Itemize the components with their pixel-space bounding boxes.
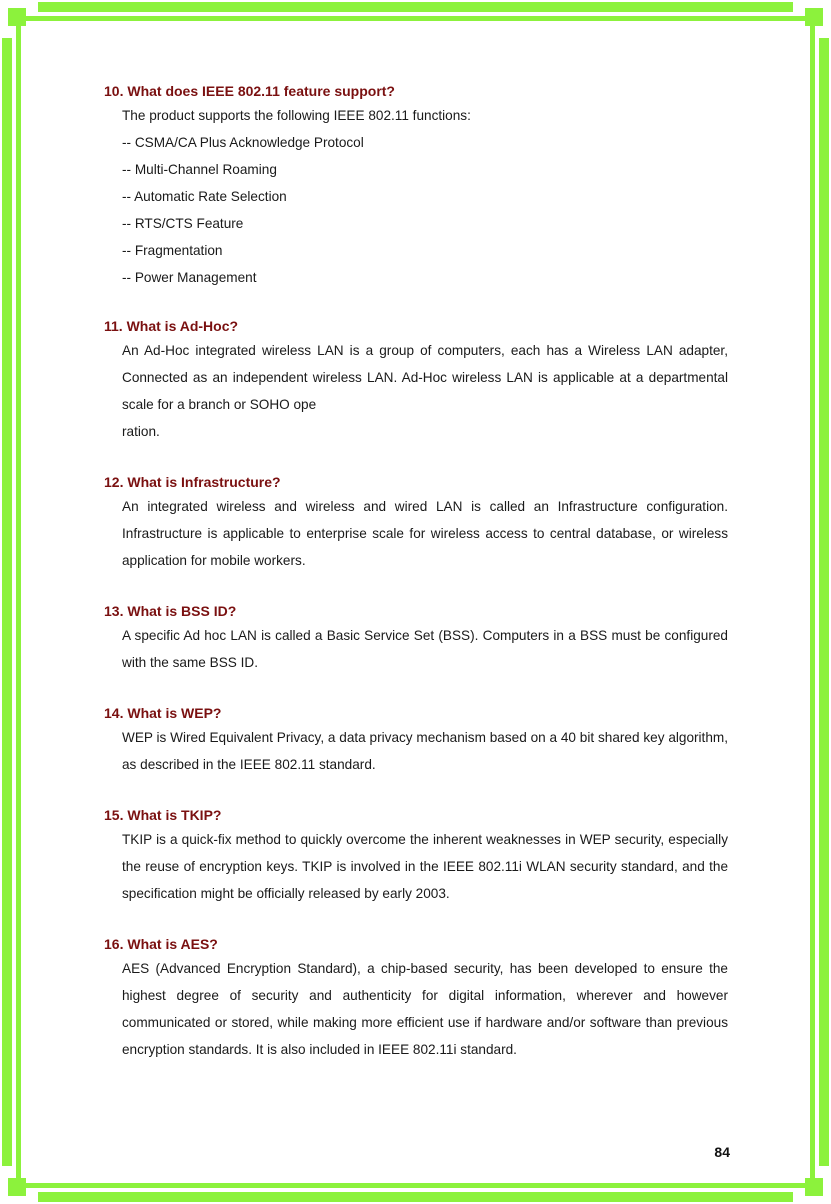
- frame-bottom-inner-bar: [20, 1183, 811, 1188]
- faq-question-title: 10. What does IEEE 802.11 feature support?: [104, 83, 395, 99]
- feature-item: -- Multi-Channel Roaming: [122, 162, 277, 177]
- faq-section-12: [104, 471, 728, 574]
- faq-question-title: 13. What is BSS ID?: [104, 603, 237, 619]
- feature-item: -- RTS/CTS Feature: [122, 216, 244, 231]
- answer-text: WEP is Wired Equivalent Privacy, a data privacy mechanism based on a 40 bit shared key algorithm, as described in the IEEE 802.11 standard.: [122, 730, 728, 772]
- faq-answer: [104, 724, 728, 778]
- answer-text: TKIP is a quick-fix method to quickly overcome the inherent weaknesses in WEP security, especially the reuse of encryption keys. TKIP is involved in the IEEE 802.11i WLAN security standard, and the specification might be officially released by early 2003.: [122, 832, 728, 901]
- frame-corner-top-right: [805, 8, 823, 26]
- frame-bottom-bar: [38, 1192, 793, 1202]
- answer-text-tail: ration.: [122, 424, 160, 439]
- faq-section-10: [104, 80, 728, 291]
- frame-top-bar: [38, 2, 793, 12]
- frame-corner-top-left: [8, 8, 26, 26]
- faq-answer: [104, 337, 728, 445]
- frame-right-bar: [819, 38, 829, 1166]
- page-number: 84: [714, 1144, 730, 1160]
- feature-item: -- Power Management: [122, 270, 257, 285]
- faq-answer: [104, 493, 728, 574]
- faq-answer: [104, 102, 728, 291]
- frame-left-inner-bar: [16, 20, 21, 1184]
- frame-corner-bottom-left: [8, 1178, 26, 1196]
- frame-left-bar: [2, 38, 12, 1166]
- answer-text: AES (Advanced Encryption Standard), a chip-based security, has been developed to ensure the highest degree of security and authenticity for digital information, wherever and however communicated or stored, while making more efficient use if hardware and/or software than previous encryption standards. It is also included in IEEE 802.11i standard.: [122, 961, 728, 1057]
- faq-answer: [104, 622, 728, 676]
- faq-content: [104, 80, 728, 1063]
- faq-section-14: [104, 702, 728, 778]
- faq-answer: [104, 826, 728, 907]
- answer-text: An Ad-Hoc integrated wireless LAN is a group of computers, each has a Wireless LAN adapter, Connected as an independent wireless LAN. Ad-Hoc wireless LAN is applicable at a departmental scale for a branch or SOHO ope: [122, 343, 728, 412]
- answer-text: A specific Ad hoc LAN is called a Basic Service Set (BSS). Computers in a BSS must be configured with the same BSS ID.: [122, 628, 728, 670]
- frame-top-inner-bar: [20, 16, 811, 21]
- feature-item: -- CSMA/CA Plus Acknowledge Protocol: [122, 135, 364, 150]
- faq-question-title: 12. What is Infrastructure?: [104, 474, 281, 490]
- feature-item: -- Fragmentation: [122, 243, 223, 258]
- feature-item: -- Automatic Rate Selection: [122, 189, 287, 204]
- answer-text: An integrated wireless and wireless and wired LAN is called an Infrastructure configuration. Infrastructure is applicable to enterprise scale for wireless access to central database, or wireless application for mobile workers.: [122, 499, 728, 568]
- faq-section-11: [104, 315, 728, 445]
- faq-question-title: 15. What is TKIP?: [104, 807, 222, 823]
- faq-question-title: 16. What is AES?: [104, 936, 218, 952]
- faq-section-13: [104, 600, 728, 676]
- frame-right-inner-bar: [810, 20, 815, 1184]
- faq-question-title: 11. What is Ad-Hoc?: [104, 318, 239, 334]
- answer-line: The product supports the following IEEE 802.11 functions:: [122, 108, 471, 123]
- faq-section-16: [104, 933, 728, 1063]
- faq-answer: [104, 955, 728, 1063]
- frame-corner-bottom-right: [805, 1178, 823, 1196]
- faq-section-15: [104, 804, 728, 907]
- faq-question-title: 14. What is WEP?: [104, 705, 222, 721]
